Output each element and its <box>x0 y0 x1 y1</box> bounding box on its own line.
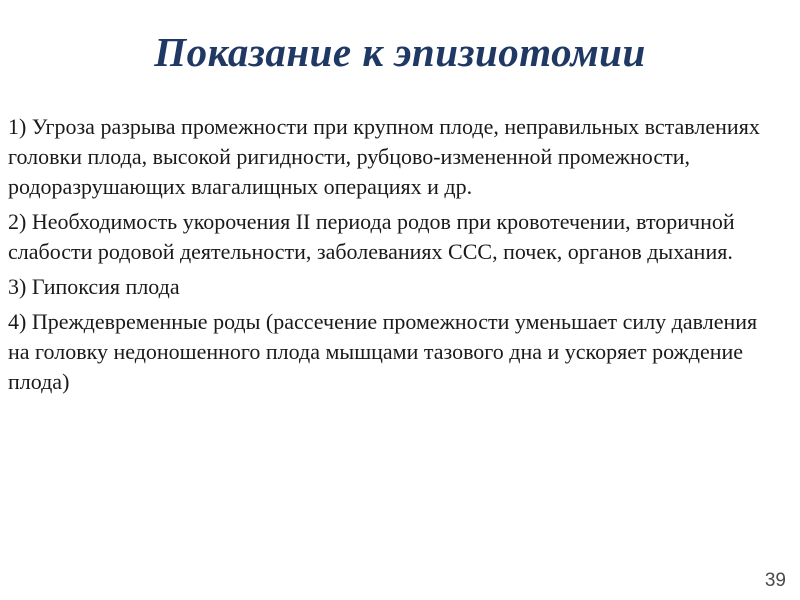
list-item-3: 3) Гипоксия плода <box>8 274 180 299</box>
list-item-1: 1) Угроза разрыва промежности при крупном плоде, неправильных вставлениях головки плода, высокой ригидности, рубцово-измененной промежности, родоразрушающих влагалищных операциях и др. <box>8 114 760 199</box>
slide-body <box>8 112 783 402</box>
list-item-4: 4) Преждевременные роды (рассечение промежности уменьшает силу давления на головку недоношенного плода мышцами тазового дна и ускоряет рождение плода) <box>8 309 758 394</box>
page-number: 39 <box>764 570 786 591</box>
list-item-2: 2) Необходимость укорочения II периода родов при кровотечении, вторичной слабости родовой деятельности, заболеваниях ССС, почек, органов дыхания. <box>8 209 735 264</box>
slide-title: Показание к эпизиотомии <box>154 29 646 75</box>
